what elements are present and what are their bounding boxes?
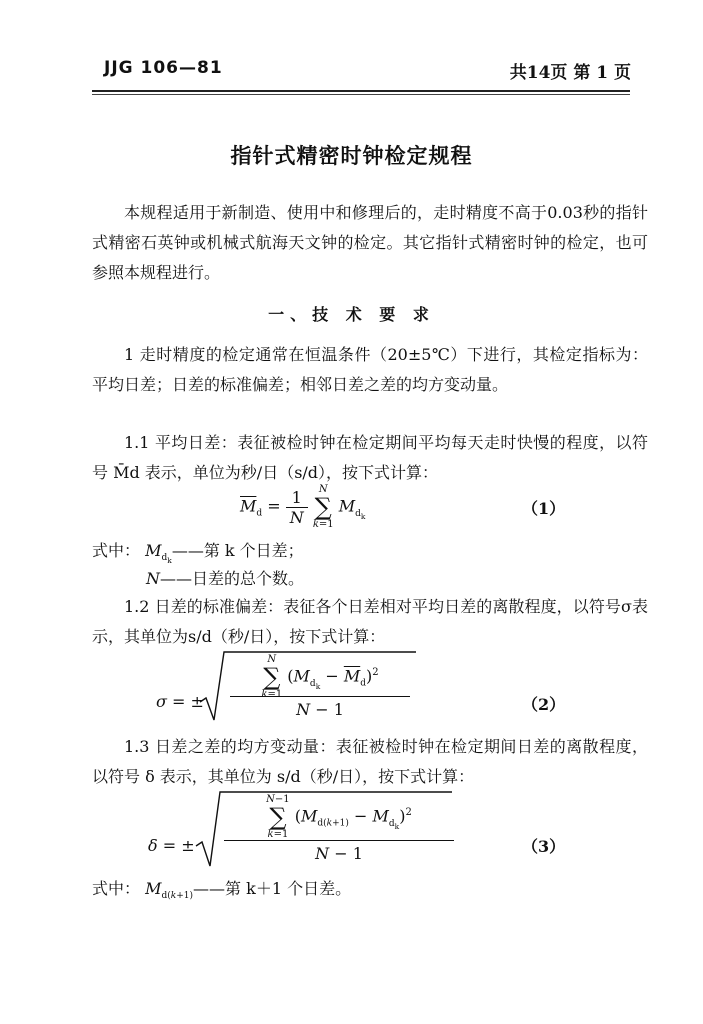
- page-info: 共14页 第 1 页: [509, 63, 631, 83]
- equation-number-3: （3）: [522, 837, 566, 856]
- where-label-3: 式中：: [92, 879, 141, 898]
- formula-1: $\overline{M}_d$ = $\frac{1}{N}$ N ∑ k=1 $M_{d_k}$: [240, 484, 366, 530]
- paragraph-1-2: 1.2 日差的标准偏差：表征各个日差相对平均日差的离散程度，以符号σ表示，其单位为s/d（秒/日），按下式计算：: [92, 597, 648, 646]
- where-1-a-text: ——第 k 个日差；: [171, 541, 304, 560]
- header-rule-thin: [92, 94, 630, 95]
- formula-3: δ = ± N−1 ∑ k=1 $(M_{d(k+1)} - M_{d_k})^2$ N − 1: [148, 790, 528, 866]
- document-title: 指针式精密时钟检定规程: [230, 144, 473, 168]
- equation-number-1: （1）: [522, 499, 566, 518]
- paragraph-1-1: 1.1 平均日差：表征被检时钟在检定期间平均每天走时快慢的程度，以符号 M̄d 表示，单位为秒/日（s/d），按下式计算：: [92, 433, 648, 482]
- intro-paragraph: 本规程适用于新制造、使用中和修理后的，走时精度不高于0.03秒的指针式精密石英钟或机械式航海天文钟的检定。其它指针式精密时钟的检定，也可参照本规程进行。: [92, 203, 648, 282]
- paragraph-1-3: 1.3 日差之差的均方变动量：表征被检时钟在检定期间日差的离散程度，以符号 δ 表示，其单位为 s/d（秒/日），按下式计算：: [92, 737, 648, 786]
- paragraph-1: 1 走时精度的检定通常在恒温条件（20±5℃）下进行，其检定指标为：平均日差；日差的标准偏差；相邻日差之差的均方变动量。: [92, 345, 648, 394]
- section-heading-technical-requirements: 一、技 术 要 求: [268, 305, 435, 324]
- where-1-b: N——日差的总个数。: [146, 569, 305, 588]
- where-1-b-text: ——日差的总个数。: [160, 569, 305, 588]
- doc-code: JJG 106—81: [104, 58, 223, 78]
- where-label: 式中：: [92, 541, 141, 560]
- header-rule: [92, 90, 630, 92]
- where-1-a: 式中： $M_{d_k}——$第 k 个日差；: [92, 541, 304, 565]
- where-3-a-text: ——第 k＋1 个日差。: [193, 879, 352, 898]
- equation-number-2: （2）: [522, 695, 566, 714]
- formula-2: σ = ± N ∑ k=1 $(M_{d_k} - \overline{M}_d)^2$ N − 1: [156, 650, 496, 720]
- where-3-a: 式中： $M_{d(k+1)}——$第 k＋1 个日差。: [92, 879, 352, 901]
